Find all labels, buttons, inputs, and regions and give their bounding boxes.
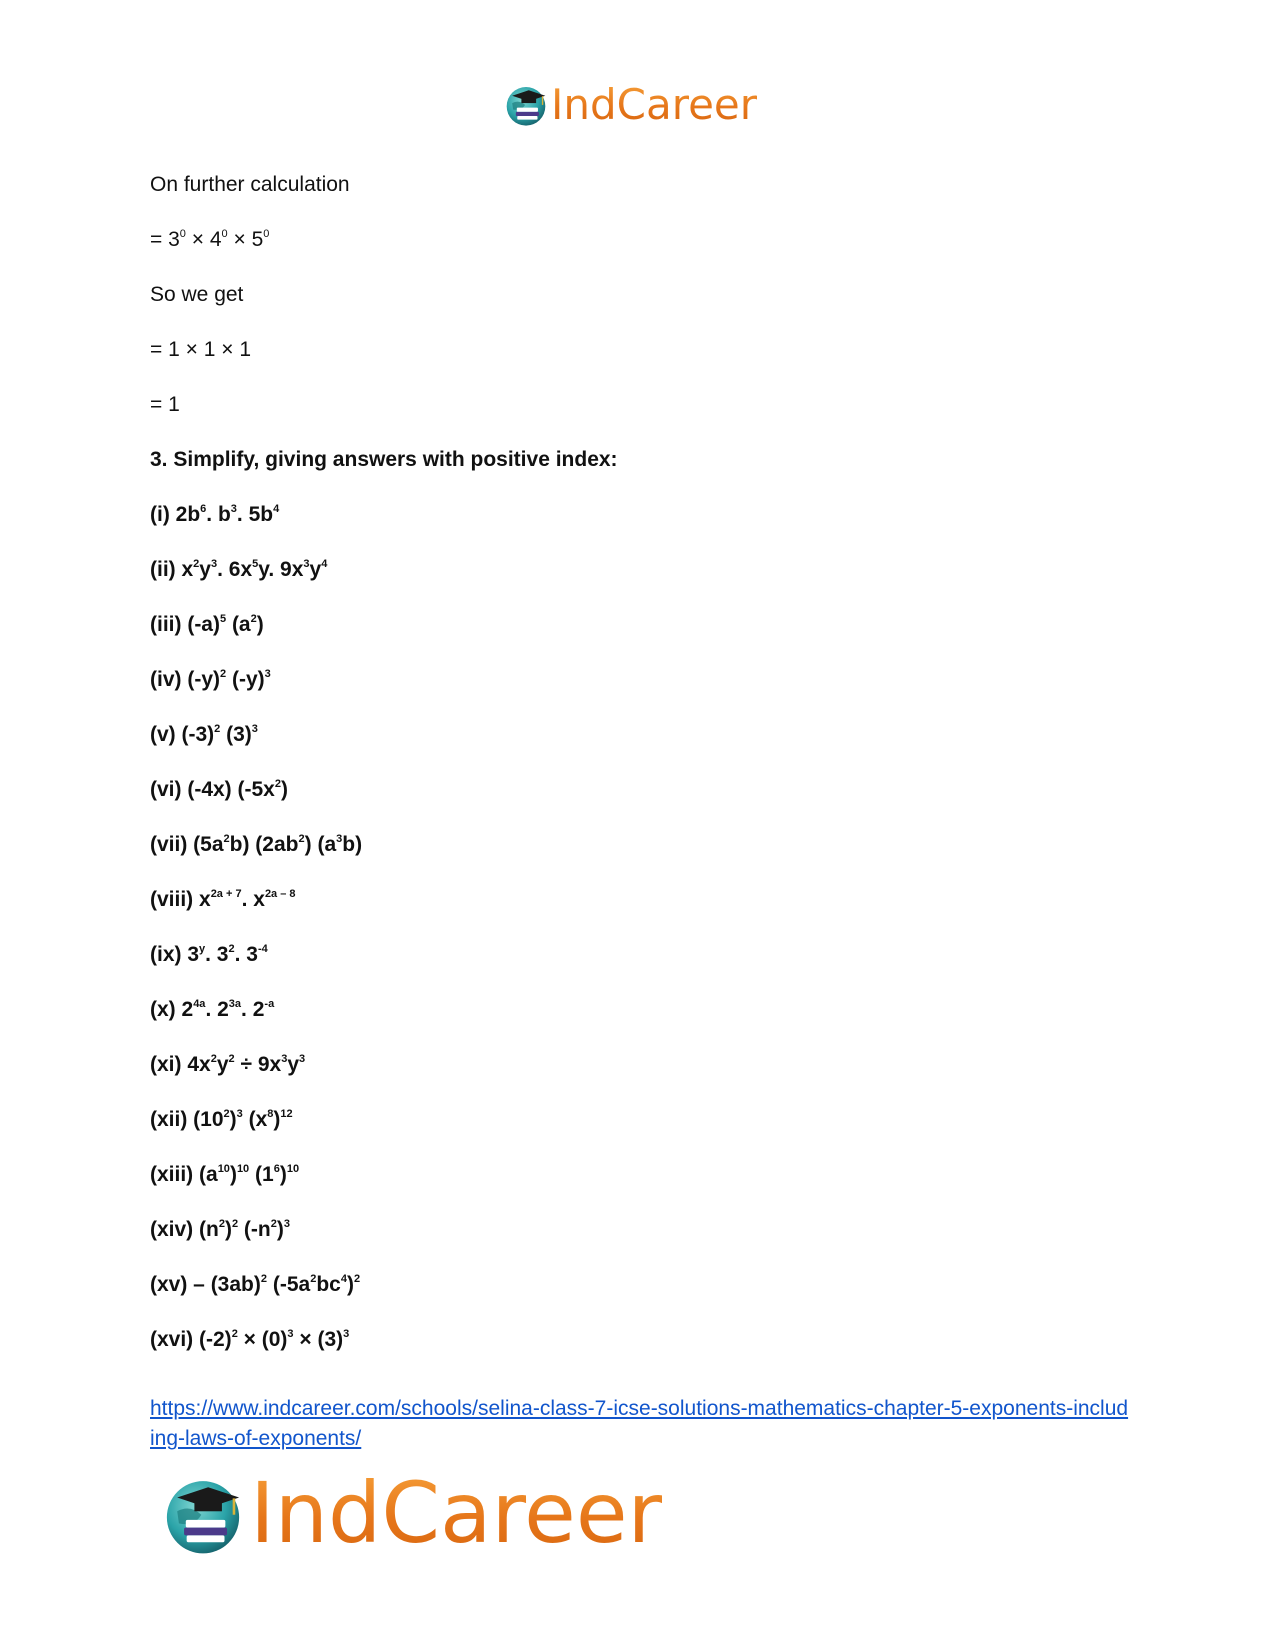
question-line [150,1050,1130,1079]
text-run: ) [229,1163,237,1186]
exponent: 6 [273,1163,280,1175]
exponent: 3 [264,668,271,680]
logo-text: IndCareer [250,1464,663,1562]
text-run: (-y) [226,668,265,691]
text-run: (xvi) (-2) [150,1328,232,1351]
exponent: 3 [336,833,343,845]
exponent: 0 [221,228,228,240]
question-line [150,610,1130,639]
text-run: ) [276,1218,284,1241]
exponent: 2a + 7 [210,888,242,900]
exponent: 3 [343,1328,350,1340]
text-run: ) (a [304,833,337,856]
text-run: (iii) (-a) [150,613,220,636]
question-line [150,1325,1130,1354]
text-run: (-5a [267,1273,311,1296]
exponent: 3 [287,1328,294,1340]
text-run: ) [229,1108,237,1131]
text-run: y. 9x [258,558,304,581]
text-run: y [199,558,211,581]
exponent: 4a [193,998,206,1010]
text-run: (ii) x [150,558,194,581]
text-run: ) [346,1273,354,1296]
exponent: 8 [267,1108,274,1120]
exponent: 3 [303,558,310,570]
globe-graduation-cap-icon [160,1470,246,1556]
exponent: 4 [273,503,280,515]
question-line [150,555,1130,584]
text-line: = 1 × 1 × 1 [150,338,252,361]
question-line [150,720,1130,749]
question-line [150,775,1130,804]
exponent: 4 [321,558,328,570]
exponent: 2 [223,1108,230,1120]
exponent: 3 [210,558,218,570]
text-run: b) [342,833,363,856]
text-run: × 4 [185,228,222,251]
exponent: 2 [231,1328,238,1340]
exponent: 3 [236,1108,243,1120]
question-line [150,885,1130,914]
text-run: × (3) [293,1328,344,1351]
exponent: 12 [280,1108,293,1120]
text-run: (x [242,1108,268,1131]
text-run: (1 [249,1163,274,1186]
exponent: 2 [231,1218,239,1230]
document-body [150,170,1130,1380]
footer-logo [160,1464,663,1562]
text-run: (xv) – (3ab) [150,1273,261,1296]
globe-graduation-cap-icon [503,81,549,127]
exponent: 2 [353,1273,361,1285]
question-line [150,665,1130,694]
exponent: 2 [218,1218,225,1230]
text-run: = 3 [150,228,180,251]
logo-text: IndCareer [551,79,758,129]
text-run: y [216,1053,229,1076]
exponent: 2 [193,558,200,570]
text-run: (i) 2b [150,503,201,526]
exponent: 3 [230,503,237,515]
text-run: ÷ 9x [234,1053,282,1076]
text-run: b) (2ab [229,833,299,856]
text-run: (xii) (10 [150,1108,224,1131]
text-line: On further calculation [150,173,350,196]
text-run: . 2 [205,998,229,1021]
exponent: y [199,943,206,955]
exponent: 2 [223,833,230,845]
text-run: . b [206,503,231,526]
text-line [150,225,1130,254]
text-run: . 2 [241,998,265,1021]
exponent: 5 [219,613,227,625]
text-run: . 5b [236,503,274,526]
question-line [150,1270,1130,1299]
exponent: 0 [263,228,270,240]
text-run: bc [316,1273,341,1296]
text-run: (v) (-3) [150,723,215,746]
exponent: 2a – 8 [264,888,296,900]
text-run: (viii) x [150,888,211,911]
exponent: 3 [283,1218,290,1230]
text-run: (iv) (-y) [150,668,220,691]
text-line: So we get [150,283,244,306]
exponent: 3 [251,723,258,735]
question-line [150,1160,1130,1189]
text-run: (xiii) (a [150,1163,218,1186]
question-line [150,995,1130,1024]
text-run: (xiv) (n [150,1218,219,1241]
text-run: (xi) 4x [150,1053,211,1076]
question-line [150,1215,1130,1244]
question-line: 3. Simplify, giving answers with positive index: [150,448,618,471]
header-logo [503,80,757,128]
exponent: 2 [210,1053,217,1065]
exponent: 2 [228,1053,235,1065]
text-run: ) [256,613,264,636]
text-run: × 5 [227,228,264,251]
text-run: (vii) (5a [150,833,224,856]
text-run: . 6x [217,558,253,581]
text-run: ) [224,1218,232,1241]
text-run: × (0) [237,1328,288,1351]
exponent: 2 [298,833,305,845]
exponent: 2 [260,1273,267,1285]
exponent: 2 [250,613,257,625]
question-line [150,940,1130,969]
exponent: 2 [310,1273,317,1285]
exponent: 3 [281,1053,288,1065]
exponent: 6 [200,503,207,515]
text-run: . 3 [205,943,229,966]
text-line: = 1 [150,393,180,416]
exponent: 10 [236,1163,250,1175]
text-run: (-n [238,1218,271,1241]
text-run: ) [279,1163,287,1186]
exponent: 2 [214,723,221,735]
exponent: 3a [228,998,242,1010]
text-run: (ix) 3 [150,943,200,966]
exponent: 2 [270,1218,277,1230]
exponent: 2 [220,668,227,680]
text-run: (vi) (-4x) (-5x [150,778,275,801]
text-run: (a [226,613,251,636]
exponent: 3 [299,1053,306,1065]
exponent: 2 [274,778,281,790]
exponent: 0 [179,228,186,240]
text-run: . x [241,888,265,911]
exponent: 5 [252,558,259,570]
question-line [150,830,1130,859]
text-run: ) [280,778,288,801]
text-run: (3) [220,723,252,746]
question-line [150,500,1130,529]
text-run: (x) 2 [150,998,194,1021]
text-run: y [309,558,322,581]
question-line [150,1105,1130,1134]
text-run: . 3 [234,943,258,966]
source-link[interactable]: https://www.indcareer.com/schools/selina-class-7-icse-solutions-mathematics-chapter-5-exponents-including-laws-of-exponents/ [150,1397,1129,1450]
exponent: 10 [286,1163,300,1175]
exponent: -4 [257,943,268,955]
exponent: 4 [340,1273,347,1285]
text-run: y [287,1053,300,1076]
exponent: -a [264,998,275,1010]
text-run: ) [273,1108,281,1131]
exponent: 2 [228,943,235,955]
exponent: 10 [217,1163,230,1175]
